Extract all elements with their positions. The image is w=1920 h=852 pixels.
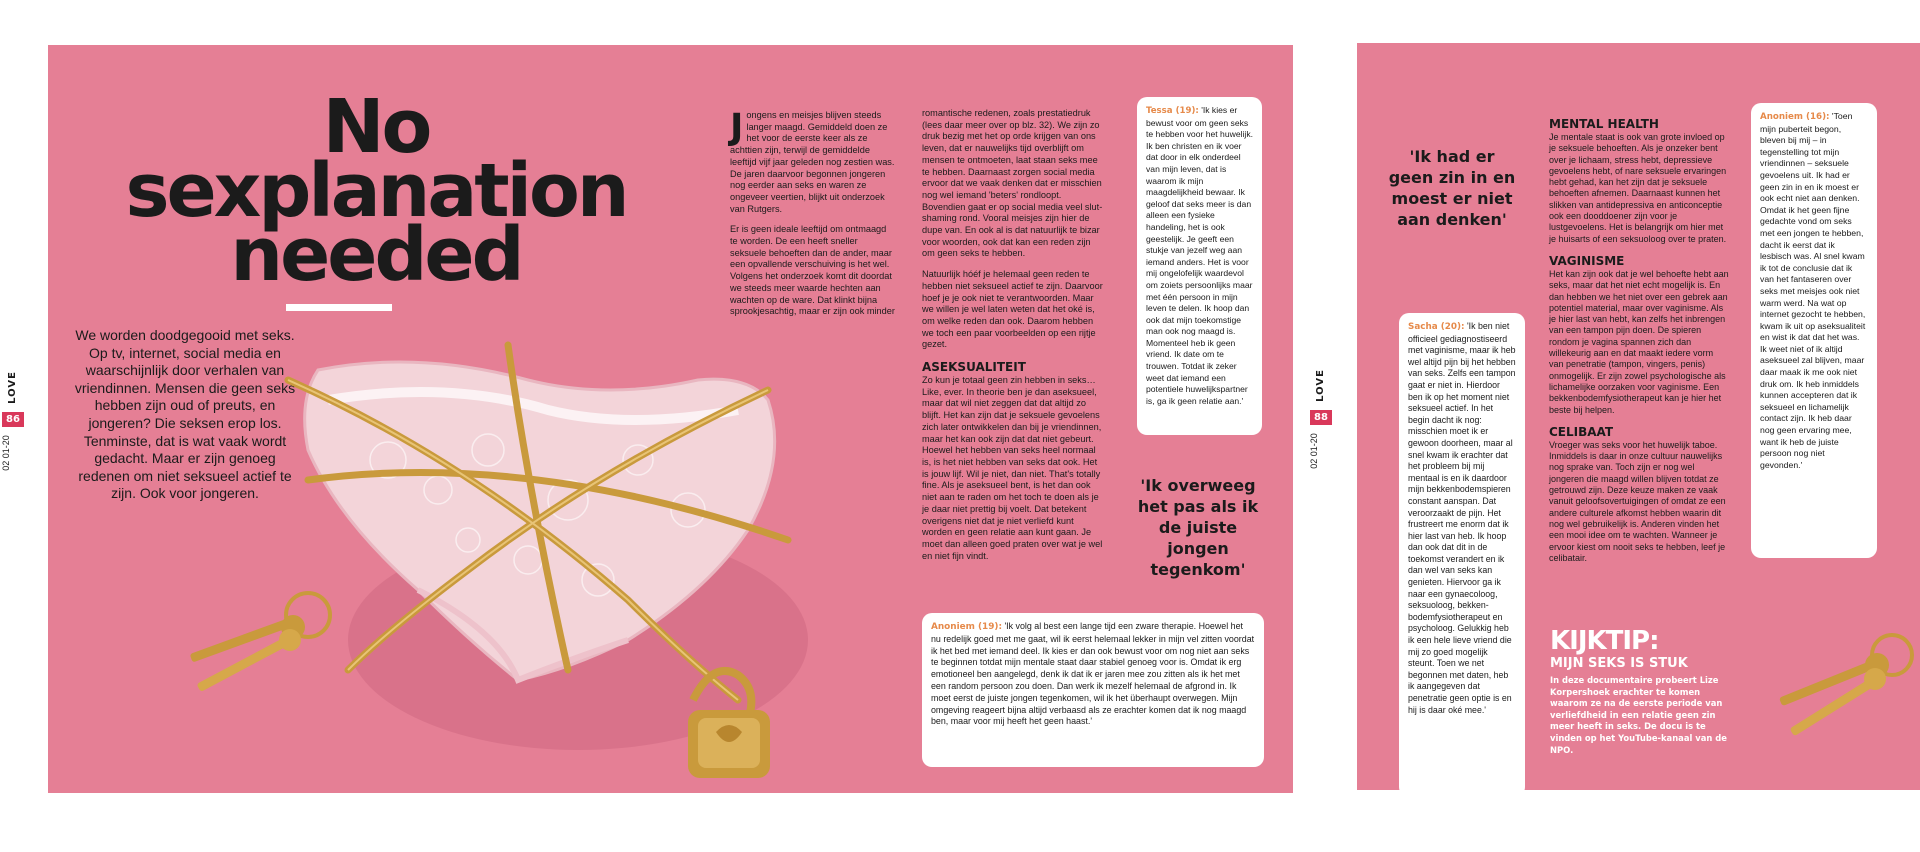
quote-card-tessa bbox=[1137, 97, 1262, 435]
pull-quote-zin: 'Ik had er geen zin in en moest er niet aan denken' bbox=[1388, 147, 1516, 229]
body-column-2 bbox=[922, 108, 1104, 571]
underwear-chains-photo bbox=[268, 340, 828, 780]
left-spread-page bbox=[48, 45, 1293, 793]
col2-paragraph-2: Natuurlijk hóéf je helemaal geen reden te hebben niet seksueel actief te zijn. Daarvoor hoef je je ook niet te verantwoorden. Maar we willen je wel laten weten dat het oké is, om welke reden dan ook. Daarom hebben we toch een paar voorbeelden op een rijtje gezet. bbox=[922, 269, 1103, 350]
keys-left-photo bbox=[168, 585, 348, 705]
heading-mental-health: MENTAL HEALTH bbox=[1549, 117, 1659, 131]
section-text-vaginisme: Het kan zijn ook dat je wel behoefte hebt aan seks, maar dat het niet echt mogelijk is. En dan hebben we het niet over een gebrek aan potentiel material, maar over vaginisme. Als je hier last van hebt, kan zelfs het inbrengen van een tampon pijn doen. De spieren rondom je vagina spannen zich dan willekeurig aan en dat maakt iedere vorm van penetratie (tampon, vingers, penis) onmogelijk. Er zijn zowel psychologische als lichamelijke oorzaken voor vaginisme. Een bekkenbodemfysiotherapeut kan je hier het beste bij helpen. bbox=[1549, 268, 1729, 415]
quote-card-sacha bbox=[1399, 313, 1525, 797]
card-text-anoniem-16: 'Toen mijn puberteit begon, bleven bij mij – in tegenstelling tot mijn vriendinnen – seksuele gevoelens uit. Ik had er geen zin in en ik moest er ook echt niet aan denken. Omdat ik het geen fijne gedachte vond om seks met een jongen te hebben, dacht ik eerst dat ik lesbisch was. Al snel kwam ik tot de conclusie dat ik van het fantaseren over seks met meisjes ook niet warm werd. Na wat op internet gezocht te hebben, kwam ik uit op aseksualiteit en wist ik dat dat het was. Ik weet niet of ik altijd aseksueel zal blijven, maar daar maak ik me ook niet druk om. Ik heb inmiddels kunnen accepteren dat ik seksueel en lichamelijk contact zijn. Ik heb daar nog geen ervaring mee, want ik heb de juiste persoon nog niet gevonden.' bbox=[1760, 111, 1866, 470]
body-column-1 bbox=[730, 107, 896, 327]
section-label: LOVE bbox=[6, 371, 18, 404]
section-text-celibaat: Vroeger was seks voor het huwelijk taboe. Inmiddels is daar in onze cultuur nauwelijks nog sprake van. Toch zijn er nog wel jongeren die maagd willen blijven totdat ze getrouwd zijn. Deze keuze maken ze vaak vanuit geloofsovertuigingen of omdat ze een andere culturele afkomst hebben waarin dit nog wel gebruikelijk is. Anderen vinden het een mooi idee om te wachten. Wanneer je ervoor kiest om nooit seks te hebben, leef je celibatair. bbox=[1549, 439, 1726, 563]
quote-card-anoniem-19 bbox=[922, 613, 1264, 767]
card-name-tessa: Tessa (19): bbox=[1146, 106, 1199, 116]
title-line-1: No bbox=[322, 84, 430, 170]
section-text-mental-health: Je mentale staat is ook van grote invloed op je seksuele behoeften. Als je onzeker bent over je lichaam, stress hebt, depressieve gevoelens hebt, of nare seksuele ervaringen hebt gehad, kan het zijn dat je seksuele behoeften afnemen. Daarnaast kunnen het slikken van antidepressiva en anticonceptie ook een dooddoener zijn voor je lustgevoelens. Het is belangrijk om hier met je huisarts of een seksuoloog over te praten. bbox=[1549, 132, 1727, 244]
page-side-label-86 bbox=[2, 370, 24, 480]
issue-number: 02 01-20 bbox=[0, 435, 11, 471]
heading-aseksualiteit: ASEKSUALITEIT bbox=[922, 360, 1026, 375]
quote-card-anoniem-16 bbox=[1751, 103, 1877, 558]
title-rule bbox=[286, 304, 392, 311]
page-number: 86 bbox=[2, 412, 24, 427]
heading-celibaat: CELIBAAT bbox=[1549, 424, 1614, 439]
sections-column bbox=[1549, 113, 1729, 573]
card-text-tessa: 'Ik kies er bewust voor om geen seks te hebben voor het huwelijk. Ik ben christen en ik voer dat door in elk onderdeel van mijn leven, dat is waarom ik mijn maagdelijkheid bewaar. Ik geloof dat seks meer is dan alleen een fysieke handeling, het is ook geestelijk. Je geeft een stukje van jezelf weg aan iemand anders. Het is voor mij ongelofelijk waardevol om zoiets persoonlijks maar met één persoon in mijn leven te delen. Ik hoop dan ook dat mijn toekomstige man ook nog maagd is. Momenteel heb ik geen vriend. Ik date om te trouwen. Totdat ik zeker weet dat iemand een potentiele huwelijkspartner is, ga ik geen relatie aan.' bbox=[1146, 105, 1254, 406]
tip-body: In deze documentaire probeert Lize Korpershoek erachter te komen waarom ze na de eerste periode van verliefdheid in een relatie geen zin meer heeft in seks. De docu is te vinden op het YouTube-kanaal van de NPO. bbox=[1550, 675, 1727, 755]
card-name-anoniem-16: Anoniem (16): bbox=[1760, 112, 1830, 122]
col2-paragraph-3: Zo kun je totaal geen zin hebben in seks… Like, ever. In theorie ben je dan aseksueel, maar dat wil niet zeggen dat dat altijd zo blijft. Het kan zijn dat je seksuele gevoelens zich later ontwikkelen dan bij je vriendinnen, maar het kan ook zijn dat dat niet gebeurt. Hoewel het hebben van seks heel normaal is, is het niet hebben van seks dat ook. Het is jouw lijf. Wil je niet, dan niet. That's totally fine. Als je aseksueel bent, is het dan ook niet aan te raden om het toch te doen als je je daar niet prettig bij voelt. Dat betekent overigens niet dat je niet verliefd kunt worden en geen relatie aan kunt gaan. Je moet dan alleen goed praten over wat je wel en niet fijn vindt. bbox=[922, 375, 1103, 561]
card-name-sacha: Sacha (20): bbox=[1408, 322, 1465, 332]
col2-paragraph-1: romantische redenen, zoals prestatiedruk (lees daar meer over op blz. 32). We zijn zo druk bezig met het op orde krijgen van ons leven, dat er nauwelijks tijd overblijft om mensen te ontmoeten, laat staan seks mee te hebben. Daarnaast zorgen social media ervoor dat we vaak denken dat er misschien nog wel iemand 'beters' rondloopt. Bovendien gaat er op social media veel slut-shaming rond. Vooral meisjes zijn hier de dupe van. En ook al is dat natuurlijk te bizar voor woorden, ook dat kan een reden zijn om geen seks te hebben. bbox=[922, 108, 1103, 259]
card-text-sacha: 'Ik ben niet officieel gediagnostiseerd met vaginisme, maar ik heb wel altijd pijn bij het hebben van seks. Zelfs een tampon gaat er niet in. Hierdoor ben ik op het moment niet seksueel actief. In het begin dacht ik nog: misschien moet ik er gewoon doorheen, maar al snel kwam ik erachter dat het probleem bij mij mentaal is en ik daardoor mijn bekkenbodemspieren constant aanspan. Dat veroorzaakt de pijn. Het frustreert me enorm dat ik hier last van heb. Ik hoop dan ook dat dit in de toekomst verandert en ik dan wel van seks kan genieten. Hiervoor ga ik naar een gynaecoloog, seksuoloog, bekkenbodemfysiotherapeut en psycholoog. Gelukkig heb ik een hele lieve vriend die mij zo goed mogelijk steunt. Toen we net begonnen met daten, heb ik aangegeven dat penetratie geen optie is en hij is daar oké mee.' bbox=[1408, 321, 1516, 715]
title-line-2: sexplanation bbox=[125, 148, 627, 234]
title-line-3: needed bbox=[230, 212, 522, 298]
keys-right-photo bbox=[1767, 623, 1920, 743]
page-number: 88 bbox=[1310, 410, 1332, 425]
issue-number: 02 01-20 bbox=[1308, 433, 1319, 469]
col1-paragraph-1: ongens en meisjes blijven steeds langer maagd. Gemiddeld doen ze het voor de eerste keer als ze achttien zijn, terwijl de gemiddelde leeftijd vijf jaar geleden nog zestien was. De jaren daarvoor begonnen jongeren nog eerder aan seks en waren ze ongeveer veertien, blijkt uit onderzoek van Rutgers. bbox=[730, 110, 895, 214]
pull-quote-overweeg: 'Ik overweeg het pas als ik de juiste jongen tegenkom' bbox=[1137, 476, 1259, 579]
heading-vaginisme: VAGINISME bbox=[1549, 253, 1625, 268]
page-side-label-88 bbox=[1310, 368, 1332, 478]
intro-text: We worden doodgegooid met seks. Op tv, internet, social media en waarschijnlijk door verhalen van vriendinnen. Mensen die geen seks hebben zijn oud of preuts, en jongeren? Die seksen erop los. Tenminste, dat is wat vaak wordt gedacht. Maar er zijn genoeg redenen om niet seksueel actief te zijn. Ook voor jongeren. bbox=[74, 327, 296, 502]
card-name-anoniem-19: Anoniem (19): bbox=[931, 622, 1003, 632]
section-label: LOVE bbox=[1314, 369, 1326, 402]
tip-title: KIJKTIP: bbox=[1550, 626, 1659, 656]
col1-paragraph-2: Er is geen ideale leeftijd om ontmaagd te worden. De een heeft sneller seksuele behoeften dan de ander, maar een opvallende verschuiving is het wel. Volgens het onderzoek komt dit doordat we steeds meer waarde hechten aan wachten op de ware. Dat klinkt bijna sprookjesachtig, maar er zijn ook minder bbox=[730, 224, 895, 317]
card-text-anoniem-19: 'Ik volg al best een lange tijd een zware therapie. Hoewel het nu redelijk goed met me gaat, wil ik eerst helemaal lekker in mijn vel zitten voordat ik het bed met iemand deel. Ik kies er dan ook bewust voor om nog niet aan seks te beginnen totdat mijn mentale staat daar stabiel genoeg voor is. Omdat ik erg emotioneel ben aangelegd, denk ik dat ik er jaren mee zou zitten als ik het met een random persoon zou doen. Dan werk ik mezelf helemaal de afgrond in. Ik moet eerst de juiste jongen tegenkomen, wil ik het überhaupt overwegen. Mijn omgeving reageert bijna altijd verbaasd als ze erachter komen dat ik nog maagd ben, maar voor mij heeft het geen haast.' bbox=[931, 621, 1255, 727]
tip-subtitle: MIJN SEKS IS STUK bbox=[1550, 656, 1688, 671]
drop-cap: J bbox=[730, 107, 744, 148]
article-title bbox=[66, 84, 686, 298]
